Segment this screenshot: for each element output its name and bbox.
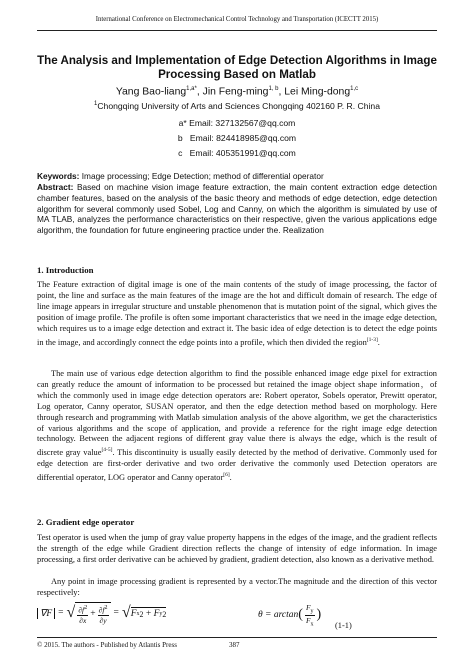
email-c-label: c — [178, 148, 183, 158]
title-line-2: Processing Based on Matlab — [158, 67, 316, 81]
abstract-text: Based on machine vision image feature extraction, the main content extraction edge detection chamber features, based on the analysis of the basic theory and methods of edge detection, edge detection algorithm for several commonly used Sobel, Log and Canny, on which the algorithm is simulated by use of MA TLAB, analyzes the performance characteristics on their respective, given the various applications edge algorithm, the foundation for future engineering practice under the. Realization — [37, 182, 437, 236]
footer-copyright: © 2015. The authors - Published by Atlantis Press — [37, 641, 177, 649]
theta-text: θ = arctan — [258, 610, 299, 620]
header-rule — [37, 30, 437, 31]
running-head: International Conference on Electromechanical Control Technology and Transportation (ICECTT 2015) — [95, 16, 379, 23]
page-number: 387 — [229, 641, 240, 649]
email-a — [37, 118, 437, 128]
author-2-sup: 1, b — [268, 86, 279, 92]
section-1-paragraph-2 — [37, 369, 437, 484]
author-list: Yang Bao-liang$^{1,a*}$, Jin Feng-ming$^{1, b}$, Lei Ming-dong$^{1,c}$ — [115, 86, 359, 98]
email-b — [37, 133, 437, 143]
affiliation — [37, 101, 437, 111]
keywords — [37, 171, 437, 182]
author-1: Yang Bao-liang — [115, 86, 187, 98]
equation-number: (1-1) — [335, 621, 352, 630]
email-b-text: Email: 824418985@qq.com — [189, 133, 297, 143]
author-3: Lei Ming-dong — [284, 86, 351, 98]
email-c — [37, 148, 437, 158]
period: . — [377, 337, 380, 347]
section-1-p2-text-b: . This discontinuity is usually easily detected by the method of derivative. Commonly used for edge detection are first-order derivative and two order derivative the commonly used Detection operators are differential operator, LOG operator and Canny operator — [37, 448, 438, 482]
footer-rule — [37, 637, 437, 638]
section-2-paragraph-1: Test operator is used when the jump of gray value property happens in the edges of the image, and the gradient reflects the strength of the edge while Gradient direction reflects the change of intensity of edge information. In image processing, a first order derivative can be achieved by gradient, gradient detection, also known as a derivative method. — [37, 533, 437, 564]
abstract — [37, 182, 437, 236]
section-1-heading: 1. Introduction — [37, 265, 94, 275]
affiliation-sup: 1 — [93, 101, 98, 108]
citation-ref: [6] — [223, 471, 230, 478]
keywords-label: Keywords: — [37, 171, 80, 181]
affiliation-text: Chongqing University of Arts and Sciences Chongqing 402160 P. R. China — [97, 101, 380, 111]
section-2-paragraph-2: Any point in image processing gradient is represented by a vector.The magnitude and the direction of this vector respectively: — [37, 577, 437, 597]
section-1-paragraph-1 — [37, 280, 437, 348]
author-3-sup: 1,c — [350, 86, 359, 92]
abstract-label: Abstract: — [37, 182, 74, 192]
gradient-direction-equation: θ = arctan ( $\frac{F_y}{F_x}$ ) — [258, 603, 322, 627]
author-2: Jin Feng-ming — [202, 86, 269, 98]
section-2-heading: 2. Gradient edge operator — [37, 517, 135, 527]
section-1-p1-text: The Feature extraction of digital image is one of the main contents of the study of image processing, the factor of point, the line and surface as the main features of the image are the hot and difficult domain of research. The edge of line image appears in irregular structure and unstable phenomenon that is mutation point of the signal, which gives the position of image profile. The profile is often some important characteristics that we need in the image edge detection, which requires us to a image edge detection and extract it. The basic idea of edge detection is to detect the edge points in the image, and accordingly connect the edge points into a profile, which then divided the region — [37, 280, 437, 347]
gradient-magnitude-equation: ∇F = √ $\frac{\partial f^2}{\partial x}$ + $\frac{\partial f^2}{\partial y}$ = √ F x 2 + F y 2 — [37, 602, 166, 625]
paper-title — [37, 54, 437, 81]
email-a-label: a* — [178, 118, 187, 128]
citation-ref: [4-5] — [101, 447, 113, 454]
email-c-text: Email: 405351991@qq.com — [189, 148, 296, 158]
section-1-p2-text-a: The main use of various edge detection algorithm to find the possible enhanced image edge pixel for extraction can greatly reduce the amount of information to be processed but retained the image object shape information，of which the commonly used in image edge detection operators are: Robert operator, Sobels operator, Prewitt operator, Log operator, Canny operator, SUSAN operator, and then the edge detection method based on morphology. Here through research and programming with Matlab simulation analysis of the above algorithm, we get the characteristics of various algorithms and the scope of application, and provide a reference for the right image edge detection technology. Between the adjacent regions of different gray value there is always the edge, which is the result of discrete gray value — [37, 369, 437, 458]
email-a-text: Email: 327132567@qq.com — [189, 118, 296, 128]
keywords-text: Image processing; Edge Detection; method of differential operator — [81, 171, 324, 181]
period: . — [229, 472, 232, 482]
email-b-label: b — [177, 133, 183, 143]
author-1-sup: 1,a* — [186, 86, 197, 92]
citation-ref: [1-3] — [366, 336, 378, 343]
title-line-1: The Analysis and Implementation of Edge Detection Algorithms in Image — [37, 54, 437, 67]
